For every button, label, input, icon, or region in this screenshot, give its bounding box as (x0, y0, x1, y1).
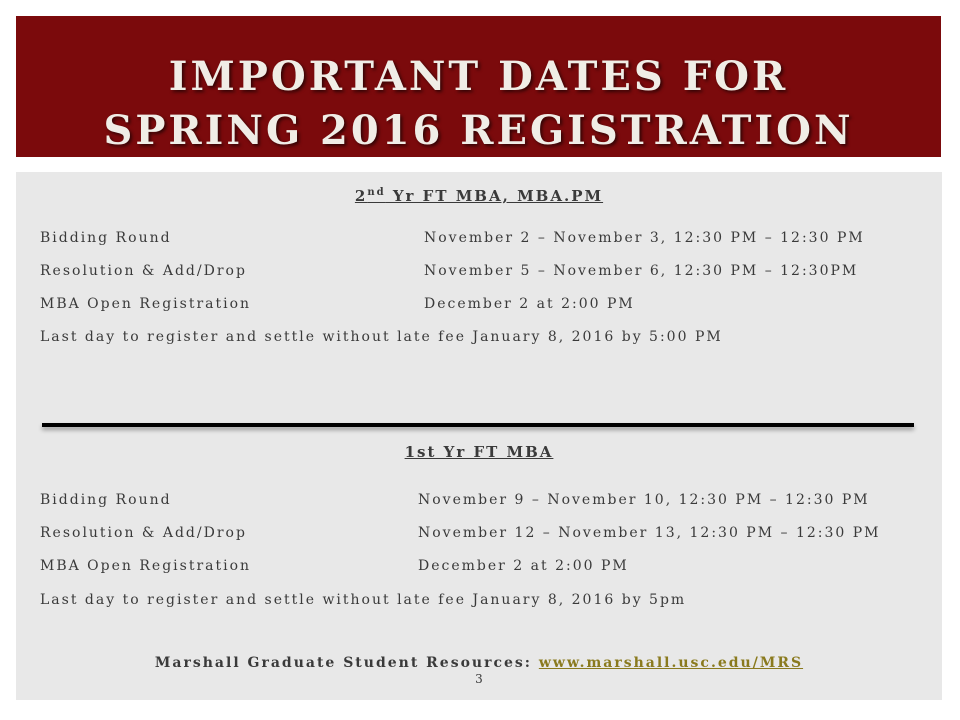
slide-title-line-2: SPRING 2016 REGISTRATION (103, 107, 854, 154)
row-value: November 9 – November 10, 12:30 PM – 12:30 PM (418, 492, 870, 508)
section-1-last-day: Last day to register and settle without late fee January 8, 2016 by 5:00 PM (40, 329, 723, 345)
section-1-heading-prefix: 2 (354, 187, 368, 205)
row-label: Resolution & Add/Drop (40, 263, 247, 279)
row-value: November 2 – November 3, 12:30 PM – 12:30 PM (424, 230, 865, 246)
row-label: Bidding Round (40, 492, 172, 508)
footer-resources (16, 655, 942, 671)
row-label: MBA Open Registration (40, 558, 252, 574)
slide-title-line-1: IMPORTANT DATES FOR (168, 53, 789, 100)
title-band (16, 16, 941, 157)
section-1-heading (16, 187, 942, 205)
row-value: November 12 – November 13, 12:30 PM – 12:30 PM (418, 525, 881, 541)
row-value: December 2 at 2:00 PM (424, 296, 635, 312)
section-divider (42, 423, 914, 427)
content-panel (16, 172, 942, 700)
page-number: 3 (475, 672, 483, 686)
resources-link[interactable]: www.marshall.usc.edu/MRS (538, 655, 804, 671)
section-1-heading-sup: nd (367, 187, 386, 198)
footer-label: Marshall Graduate Student Resources: (154, 655, 539, 671)
section-2-heading: 1st Yr FT MBA (404, 443, 554, 461)
row-label: MBA Open Registration (40, 296, 252, 312)
row-label: Resolution & Add/Drop (40, 525, 247, 541)
row-label: Bidding Round (40, 230, 172, 246)
section-1-heading-rest: Yr FT MBA, MBA.PM (385, 187, 604, 205)
row-value: December 2 at 2:00 PM (418, 558, 629, 574)
section-2-last-day: Last day to register and settle without late fee January 8, 2016 by 5pm (40, 592, 687, 608)
row-value: November 5 – November 6, 12:30 PM – 12:30PM (424, 263, 859, 279)
